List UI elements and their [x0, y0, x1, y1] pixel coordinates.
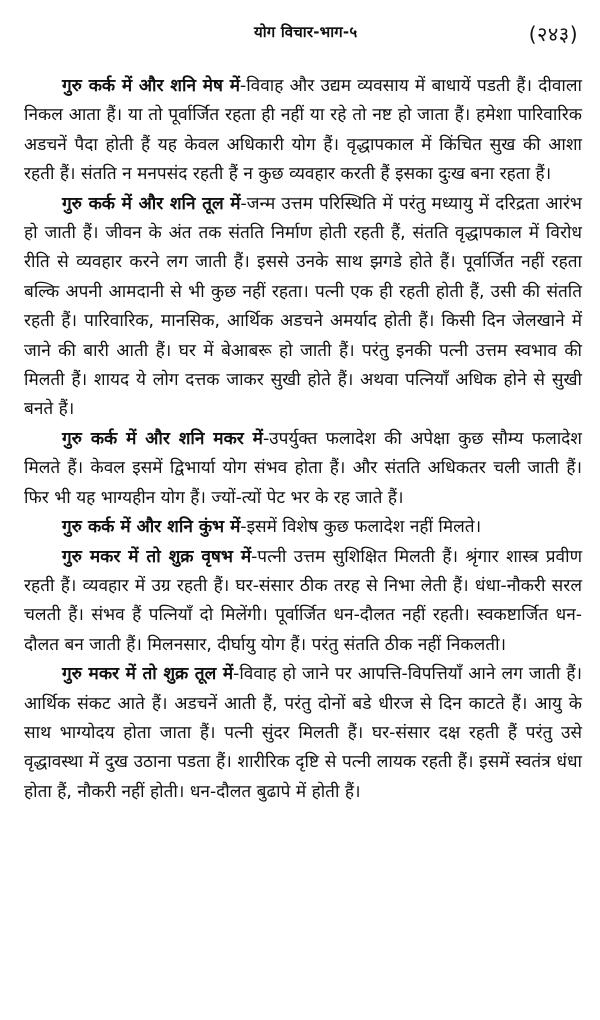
paragraph-lead: गुरु मकर में तो शुक्र वृषभ में [62, 546, 252, 567]
paragraph-body: -विवाह और उद्यम व्यवसाय में बाधायें पडती हैं। दीवाला निकल आता हैं। या तो पूर्वार्जित रहता ही नहीं या रहे तो नष्ट हो जाता हैं। हमेशा पारिवारिक अडचनें पैदा होती हैं यह केवल अधिकारी योग हैं। वृद्धापकाल में किंचित सुख की आशा रहती हैं। संतति न मनपसंद रहती हैं न कुछ व्यवहार करती हैं इसका दुःख बना रहता हैं। [24, 76, 582, 185]
paragraph-guru-makar-shukra-vrishabh [24, 543, 582, 661]
paragraph-body: -पत्नी उत्तम सुशिक्षित मिलती हैं। श्रृंगार शास्त्र प्रवीण रहती हैं। व्यवहार में उग्र रहती हैं। घर-संसार ठीक तरह से निभा लेती हैं। धंधा-नौकरी सरल चलती हैं। संभव हैं पत्नियाँ दो मिलेंगी। पूर्वार्जित धन-दौलत नहीं रहती। स्वकष्टार्जित धन-दौलत बन जाती हैं। मिलनसार, दीर्घायु योग हैं। परंतु संतति ठीक नहीं निकलती। [24, 546, 582, 655]
paragraph-lead: गुरु कर्क में और शनि मेष में [62, 76, 241, 96]
paragraph-guru-makar-shukra-tul [24, 660, 582, 807]
paragraph-body: -जन्म उत्तम परिस्थिति में परंतु मध्यायु में दरिद्रता आरंभ हो जाती हैं। जीवन के अंत तक संतति निर्माण होती रहती हैं, संतति वृद्धापकाल में विरोध रीति से व्यवहार करने लग जाती हैं। इससे उनके साथ झगडे होते हैं। पूर्वार्जित नहीं रहता बल्कि अपनी आमदानी से भी कुछ नहीं रहता। पत्नी एक ही रहती होती हैं, उसी की संतति रहती हैं। पारिवारिक, मानसिक, आर्थिक अडचने अमर्याद होती हैं। किसी दिन जेलखाने में जाने की बारी आती हैं। घर में बेआबरू हो जाती हैं। परंतु इनकी पत्नी उत्तम स्वभाव की मिलती हैं। शायद ये लोग दत्तक जाकर सुखी होते हैं। अथवा पत्नियाँ अधिक होने से सुखी बनते हैं। [24, 193, 583, 420]
paragraph-lead: गुरु कर्क में और शनि मकर में [62, 428, 263, 449]
paragraph-guru-kark-shani-makar [24, 425, 582, 513]
paragraph-body: -इसमें विशेष कुछ फलादेश नहीं मिलते। [240, 517, 482, 538]
paragraph-guru-kark-shani-tul [24, 190, 582, 425]
paragraph-guru-kark-shani-kumbh [24, 513, 582, 542]
paragraph-guru-kark-shani-mesh [24, 72, 582, 190]
page-number: (२४३) [528, 22, 578, 46]
body-text [24, 72, 582, 807]
paragraph-lead: गुरु कर्क में और शनि कुंभ में [62, 517, 241, 538]
paragraph-body: -विवाह हो जाने पर आपत्ति-विपत्तियाँ आने लग जाती हैं। आर्थिक संकट आते हैं। अडचनें आती हैं, परंतु दोनों बडे धीरज से दिन काटते हैं। आयु के साथ भाग्योदय होता जाता हैं। पत्नी सुंदर मिलती हैं। घर-संसार दक्ष रहती हैं परंतु उसे वृद्धावस्था में दुख उठाना पडता हैं। शारीरिक दृष्टि से पत्नी लायक रहती हैं। इसमें स्वतंत्र धंधा होता हैं, नौकरी नहीं होती। धन-दौलत बुढापे में होती हैं। [24, 664, 583, 802]
page-header [24, 0, 582, 58]
running-title: योग विचार-भाग-५ [254, 23, 358, 41]
paragraph-body: -उपर्युक्त फलादेश की अपेक्षा कुछ सौम्य फलादेश मिलते हैं। केवल इसमें द्विभार्या योग संभव होता हैं। और संतति अधिकतर चली जाती हैं। फिर भी यह भाग्यहीन योग हैं। ज्यों-त्यों पेट भर के रह जाते हैं। [24, 428, 582, 508]
paragraph-lead: गुरु मकर में तो शुक्र तूल में [62, 664, 234, 685]
paragraph-lead: गुरु कर्क में और शनि तूल में [62, 193, 241, 214]
